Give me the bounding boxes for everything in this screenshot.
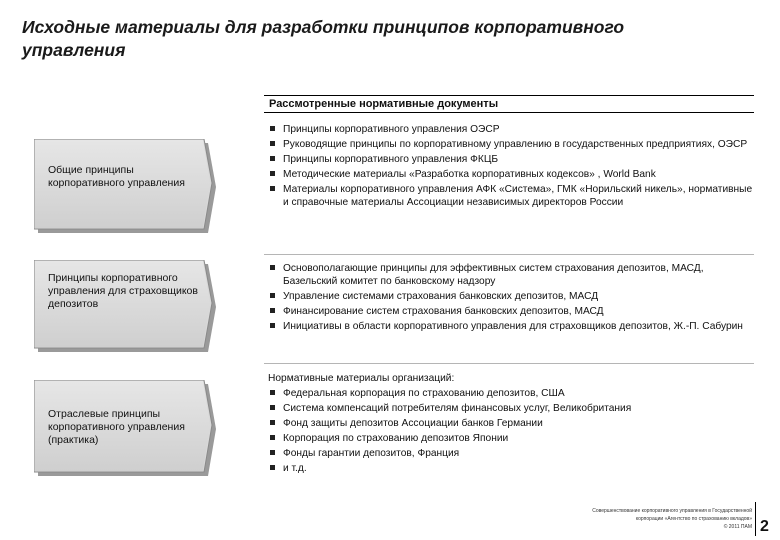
list-item: Финансирование систем страхования банковских депозитов, МАСД — [268, 305, 758, 318]
list-item: Система компенсаций потребителям финансовых услуг, Великобритания — [268, 402, 758, 415]
row-divider — [264, 363, 754, 364]
footer-note — [520, 507, 752, 531]
category-arrow-general — [34, 139, 214, 231]
category-label: Общие принципы корпоративного управления — [48, 164, 185, 189]
list-item: Управление системами страхования банковских депозитов, МАСД — [268, 290, 758, 303]
list-item: Методические материалы «Разработка корпоративных кодексов» , World Bank — [268, 168, 758, 181]
list-item: Фонд защиты депозитов Ассоциации банков Германии — [268, 417, 758, 430]
list-item: Принципы корпоративного управления ОЭСР — [268, 123, 758, 136]
page-title: Исходные материалы для разработки принципов корпоративного управления — [22, 17, 625, 60]
documents-group-deposit-insurers — [268, 262, 758, 335]
category-label: Принципы корпоративного управления для страховщиков депозитов — [48, 272, 198, 310]
category-arrow-deposit-insurers — [34, 260, 214, 350]
row-divider — [264, 254, 754, 255]
list-item: Федеральная корпорация по страхованию депозитов, США — [268, 387, 758, 400]
documents-group-general — [268, 123, 758, 211]
category-arrow-industry — [34, 380, 214, 475]
list-item: Корпорация по страхованию депозитов Японии — [268, 432, 758, 445]
footer-line-2: корпорации «Агентство по страхованию вкладов» — [635, 516, 752, 522]
list-item: Фонды гарантии депозитов, Франция — [268, 447, 758, 460]
list-item: Материалы корпоративного управления АФК «Система», ГМК «Норильский никель», нормативные и справочные материалы Ассоциации независимых директоров России — [268, 183, 758, 209]
footer-line-1: Совершенствование корпоративного управления в Государственной — [592, 508, 752, 514]
category-label: Отраслевые принципы корпоративного управления (практика) — [48, 408, 185, 446]
documents-group-industry — [268, 372, 758, 477]
page-number: 2 — [760, 518, 769, 535]
group-intro: Нормативные материалы организаций: — [268, 373, 455, 384]
section-header: Рассмотренные нормативные документы — [264, 95, 754, 113]
list-item: Принципы корпоративного управления ФКЦБ — [268, 153, 758, 166]
footer-divider — [755, 502, 756, 536]
list-item: Основополагающие принципы для эффективных систем страхования депозитов, МАСД, Базельский комитет по банковскому надзору — [268, 262, 758, 288]
list-item: Руководящие принципы по корпоративному управлению в государственных предприятиях, ОЭСР — [268, 138, 758, 151]
footer-copyright: © 2011 ПАМ — [723, 524, 752, 530]
list-item: и т.д. — [268, 462, 758, 475]
list-item: Инициативы в области корпоративного управления для страховщиков депозитов, Ж.-П. Сабурин — [268, 320, 758, 333]
